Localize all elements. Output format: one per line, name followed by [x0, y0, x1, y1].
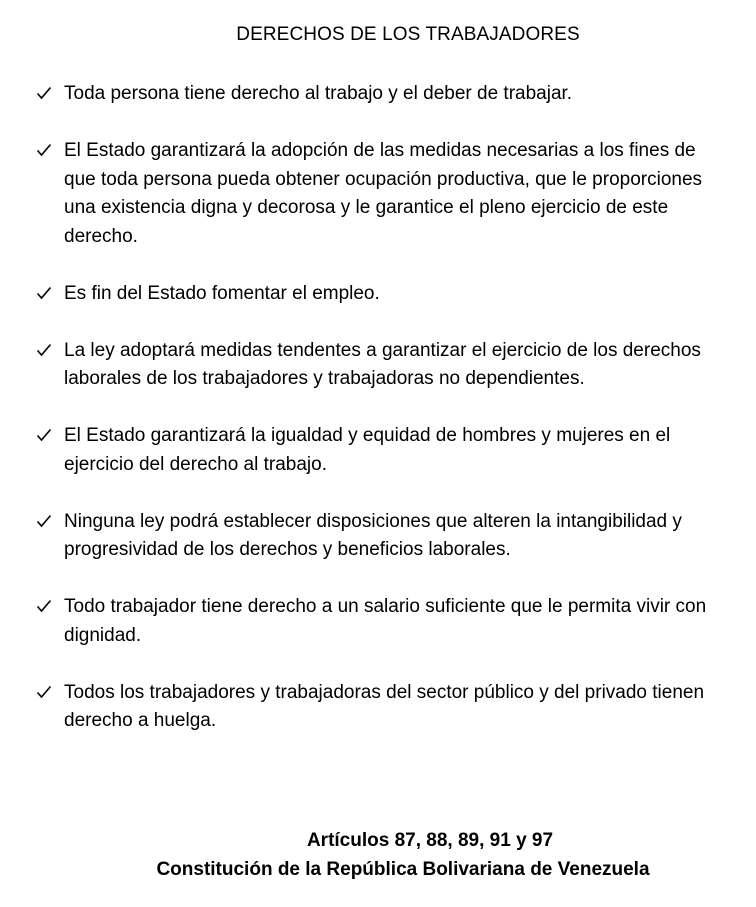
list-item — [36, 80, 726, 109]
list-item-text: Todos los trabajadores y trabajadoras del sector público y del privado tienen derecho a huelga. — [64, 681, 705, 731]
rights-list — [36, 80, 726, 764]
footer-articles: Artículos 87, 88, 89, 91 y 97 — [306, 830, 554, 851]
list-item — [36, 679, 726, 736]
check-icon — [36, 598, 52, 614]
list-item — [36, 280, 726, 309]
list-item — [36, 593, 726, 650]
list-item-text: Ninguna ley podrá establecer disposiciones que alteren la intangibilidad y progresividad de los derechos y beneficios laborales. — [64, 510, 682, 560]
check-icon — [36, 427, 52, 443]
list-item — [36, 337, 726, 394]
list-item — [36, 422, 726, 479]
check-icon — [36, 285, 52, 301]
list-item-text: La ley adoptará medidas tendentes a garantizar el ejercicio de los derechos laborales de los trabajadores y trabajadoras no dependientes. — [64, 339, 701, 389]
check-icon — [36, 85, 52, 101]
footer-source: Constitución de la República Bolivariana de Venezuela — [156, 859, 650, 880]
list-item-text: Toda persona tiene derecho al trabajo y el deber de trabajar. — [64, 83, 573, 104]
list-item-text: Es fin del Estado fomentar el empleo. — [64, 282, 380, 304]
check-icon — [36, 342, 52, 358]
list-item-text: El Estado garantizará la adopción de las medidas necesarias a los fines de que toda persona pueda obtener ocupación productiva, que le proporciones una existencia digna y decorosa y le garantice el pleno ejercicio de este derecho. — [64, 140, 703, 247]
check-icon — [36, 142, 52, 158]
check-icon — [36, 513, 52, 529]
list-item — [36, 137, 726, 251]
check-icon — [36, 684, 52, 700]
list-item-text: El Estado garantizará la igualdad y equidad de hombres y mujeres en el ejercicio del derecho al trabajo. — [64, 425, 671, 475]
page-title: DERECHOS DE LOS TRABAJADORES — [236, 24, 580, 45]
list-item — [36, 508, 726, 565]
list-item-text: Todo trabajador tiene derecho a un salario suficiente que le permita vivir con dignidad. — [64, 596, 707, 646]
